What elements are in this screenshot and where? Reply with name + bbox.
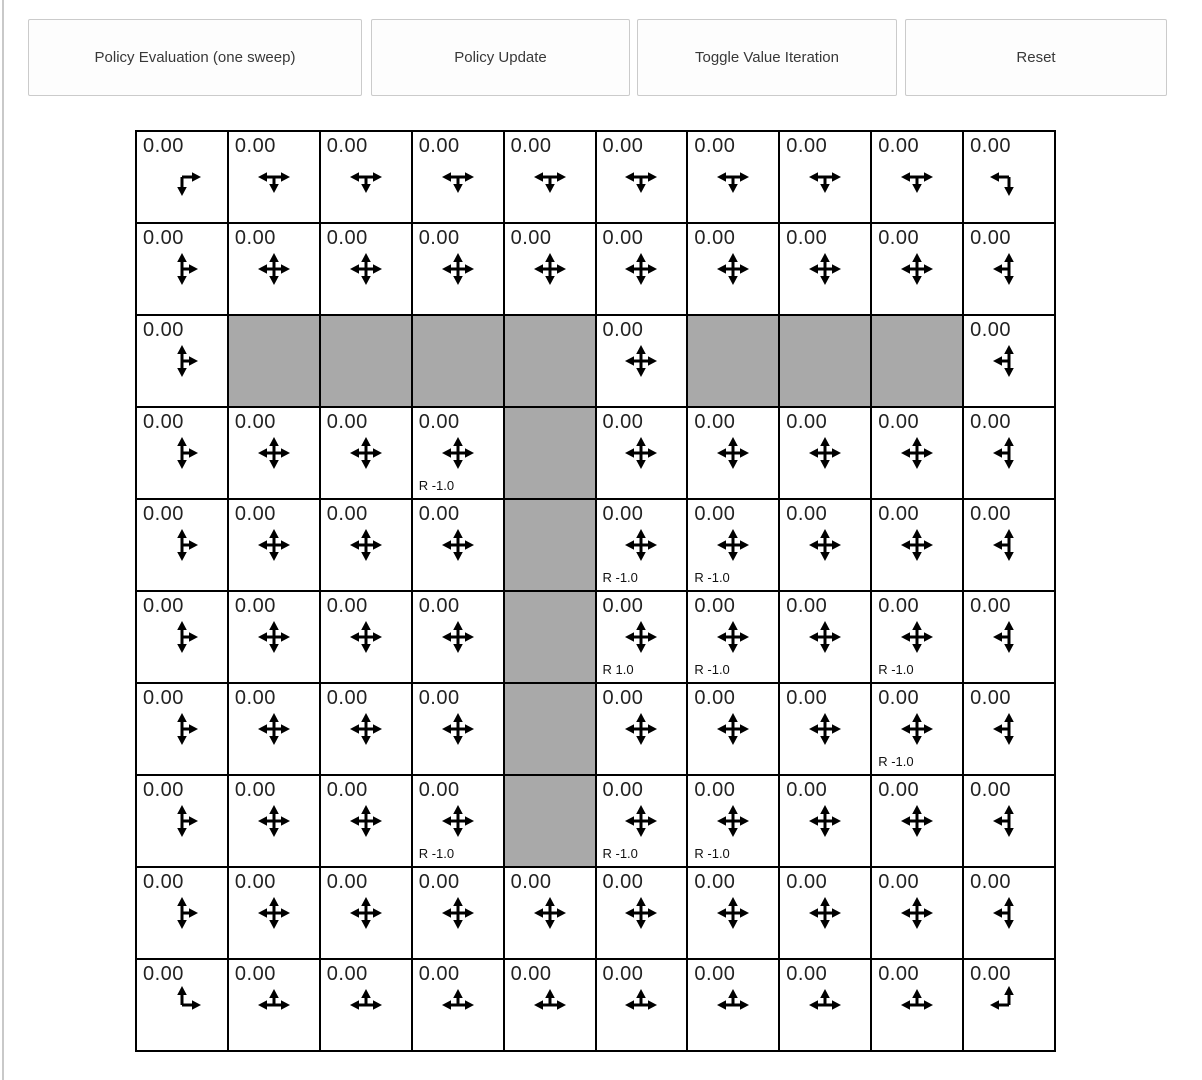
reward-label: R -1.0 bbox=[694, 846, 730, 861]
state-value: 0.00 bbox=[694, 687, 736, 709]
reward-label: R -1.0 bbox=[878, 662, 914, 677]
state-value: 0.00 bbox=[878, 227, 920, 249]
policy-arrows-lru-icon bbox=[528, 983, 572, 1027]
state-value: 0.00 bbox=[878, 779, 920, 801]
grid-cell-1-1[interactable] bbox=[228, 223, 320, 315]
grid-cell-7-2[interactable] bbox=[320, 775, 412, 867]
policy-arrows-udlr-icon bbox=[803, 431, 847, 475]
policy-arrows-udlr-icon bbox=[803, 707, 847, 751]
state-value: 0.00 bbox=[878, 135, 920, 157]
reward-label: R -1.0 bbox=[602, 846, 638, 861]
state-value: 0.00 bbox=[418, 503, 460, 525]
grid-cell-6-6[interactable] bbox=[687, 683, 779, 775]
state-value: 0.00 bbox=[970, 687, 1012, 709]
policy-arrows-ld-icon bbox=[987, 155, 1031, 199]
grid-cell-1-8[interactable] bbox=[871, 223, 963, 315]
policy-arrows-udlr-icon bbox=[895, 707, 939, 751]
policy-arrows-lrd-icon bbox=[436, 155, 480, 199]
policy-arrows-udlr-icon bbox=[344, 247, 388, 291]
state-value: 0.00 bbox=[418, 963, 460, 985]
state-value: 0.00 bbox=[786, 963, 828, 985]
policy-arrows-udlr-icon bbox=[711, 523, 755, 567]
state-value: 0.00 bbox=[970, 963, 1012, 985]
policy-arrows-udlr-icon bbox=[619, 891, 663, 935]
state-value: 0.00 bbox=[602, 779, 644, 801]
state-value: 0.00 bbox=[878, 411, 920, 433]
grid-cell-3-4-wall[interactable] bbox=[504, 407, 596, 499]
state-value: 0.00 bbox=[694, 135, 736, 157]
grid-cell-2-6-wall[interactable] bbox=[687, 315, 779, 407]
reward-label: R -1.0 bbox=[694, 570, 730, 585]
state-value: 0.00 bbox=[602, 411, 644, 433]
policy-arrows-rd-icon bbox=[160, 155, 204, 199]
state-value: 0.00 bbox=[786, 687, 828, 709]
grid-cell-9-2[interactable] bbox=[320, 959, 412, 1051]
policy-arrows-lru-icon bbox=[803, 983, 847, 1027]
grid-cell-8-5[interactable] bbox=[596, 867, 688, 959]
policy-arrows-udlr-icon bbox=[619, 339, 663, 383]
state-value: 0.00 bbox=[418, 779, 460, 801]
state-value: 0.00 bbox=[418, 135, 460, 157]
policy-arrows-lrd-icon bbox=[895, 155, 939, 199]
grid-cell-3-9[interactable] bbox=[963, 407, 1055, 499]
policy-arrows-udlr-icon bbox=[895, 431, 939, 475]
grid-cell-9-8[interactable] bbox=[871, 959, 963, 1051]
state-value: 0.00 bbox=[970, 779, 1012, 801]
grid-cell-9-5[interactable] bbox=[596, 959, 688, 1051]
policy-arrows-lru-icon bbox=[252, 983, 296, 1027]
grid-cell-2-7-wall[interactable] bbox=[779, 315, 871, 407]
reward-label: R -1.0 bbox=[878, 754, 914, 769]
grid-cell-2-1-wall[interactable] bbox=[228, 315, 320, 407]
reset-button[interactable]: Reset bbox=[905, 19, 1167, 96]
grid-cell-9-9[interactable] bbox=[963, 959, 1055, 1051]
policy-arrows-lru-icon bbox=[344, 983, 388, 1027]
state-value: 0.00 bbox=[143, 411, 184, 433]
policy-arrows-udlr-icon bbox=[803, 799, 847, 843]
state-value: 0.00 bbox=[878, 595, 920, 617]
grid-cell-5-1[interactable] bbox=[228, 591, 320, 683]
state-value: 0.00 bbox=[970, 595, 1012, 617]
grid-cell-5-9[interactable] bbox=[963, 591, 1055, 683]
grid-cell-8-0[interactable] bbox=[136, 867, 228, 959]
state-value: 0.00 bbox=[326, 135, 368, 157]
state-value: 0.00 bbox=[786, 135, 828, 157]
grid-cell-4-1[interactable] bbox=[228, 499, 320, 591]
policy-arrows-udlr-icon bbox=[252, 523, 296, 567]
policy-arrows-udlr-icon bbox=[344, 799, 388, 843]
grid-cell-9-3[interactable] bbox=[412, 959, 504, 1051]
policy-arrows-udl-icon bbox=[987, 339, 1031, 383]
grid-cell-1-0[interactable] bbox=[136, 223, 228, 315]
state-value: 0.00 bbox=[326, 503, 368, 525]
state-value: 0.00 bbox=[970, 871, 1012, 893]
policy-arrows-udlr-icon bbox=[528, 891, 572, 935]
policy-arrows-udlr-icon bbox=[436, 247, 480, 291]
policy-arrows-udl-icon bbox=[987, 615, 1031, 659]
state-value: 0.00 bbox=[970, 227, 1012, 249]
grid-cell-6-4-wall[interactable] bbox=[504, 683, 596, 775]
grid-cell-8-4[interactable] bbox=[504, 867, 596, 959]
policy-arrows-udlr-icon bbox=[252, 799, 296, 843]
state-value: 0.00 bbox=[786, 779, 828, 801]
grid-cell-4-0[interactable] bbox=[136, 499, 228, 591]
toolbar bbox=[28, 19, 1167, 96]
grid-cell-2-3-wall[interactable] bbox=[412, 315, 504, 407]
state-value: 0.00 bbox=[143, 595, 184, 617]
state-value: 0.00 bbox=[326, 687, 368, 709]
policy-arrows-udlr-icon bbox=[619, 799, 663, 843]
policy-arrows-udlr-icon bbox=[711, 431, 755, 475]
grid-cell-3-0[interactable] bbox=[136, 407, 228, 499]
grid-cell-3-6[interactable] bbox=[687, 407, 779, 499]
policy-arrows-ul-icon bbox=[987, 983, 1031, 1027]
state-value: 0.00 bbox=[326, 779, 368, 801]
state-value: 0.00 bbox=[326, 871, 368, 893]
grid-cell-3-2[interactable] bbox=[320, 407, 412, 499]
state-value: 0.00 bbox=[878, 503, 920, 525]
policy-arrows-udlr-icon bbox=[436, 707, 480, 751]
grid-cell-9-1[interactable] bbox=[228, 959, 320, 1051]
state-value: 0.00 bbox=[694, 871, 736, 893]
policy-arrows-udr-icon bbox=[160, 431, 204, 475]
grid-cell-8-3[interactable] bbox=[412, 867, 504, 959]
grid-cell-1-9[interactable] bbox=[963, 223, 1055, 315]
grid-cell-4-8[interactable] bbox=[871, 499, 963, 591]
policy-arrows-udlr-icon bbox=[619, 431, 663, 475]
policy-arrows-udlr-icon bbox=[895, 615, 939, 659]
policy-arrows-udlr-icon bbox=[436, 615, 480, 659]
grid-cell-2-0[interactable] bbox=[136, 315, 228, 407]
state-value: 0.00 bbox=[878, 963, 920, 985]
state-value: 0.00 bbox=[326, 595, 368, 617]
grid-cell-0-3[interactable] bbox=[412, 131, 504, 223]
grid-cell-7-4-wall[interactable] bbox=[504, 775, 596, 867]
grid-cell-6-3[interactable] bbox=[412, 683, 504, 775]
policy-arrows-udr-icon bbox=[160, 799, 204, 843]
grid-cell-4-9[interactable] bbox=[963, 499, 1055, 591]
grid-cell-3-3[interactable] bbox=[412, 407, 504, 499]
grid-cell-5-6[interactable] bbox=[687, 591, 779, 683]
policy-arrows-udr-icon bbox=[160, 523, 204, 567]
policy-arrows-udlr-icon bbox=[252, 891, 296, 935]
policy-arrows-udlr-icon bbox=[252, 247, 296, 291]
grid-cell-2-9[interactable] bbox=[963, 315, 1055, 407]
policy-arrows-lru-icon bbox=[711, 983, 755, 1027]
grid-cell-6-9[interactable] bbox=[963, 683, 1055, 775]
grid-cell-7-5[interactable] bbox=[596, 775, 688, 867]
state-value: 0.00 bbox=[786, 503, 828, 525]
policy-arrows-udlr-icon bbox=[895, 799, 939, 843]
grid-cell-7-1[interactable] bbox=[228, 775, 320, 867]
grid-cell-1-5[interactable] bbox=[596, 223, 688, 315]
state-value: 0.00 bbox=[234, 503, 276, 525]
grid-cell-1-7[interactable] bbox=[779, 223, 871, 315]
grid-cell-7-3[interactable] bbox=[412, 775, 504, 867]
state-value: 0.00 bbox=[143, 503, 184, 525]
grid-cell-5-4-wall[interactable] bbox=[504, 591, 596, 683]
policy-arrows-udl-icon bbox=[987, 247, 1031, 291]
state-value: 0.00 bbox=[418, 595, 460, 617]
reward-label: R -1.0 bbox=[602, 570, 638, 585]
reward-label: R 1.0 bbox=[602, 662, 634, 677]
grid-cell-8-7[interactable] bbox=[779, 867, 871, 959]
grid-cell-7-8[interactable] bbox=[871, 775, 963, 867]
state-value: 0.00 bbox=[602, 227, 644, 249]
grid-cell-1-3[interactable] bbox=[412, 223, 504, 315]
state-value: 0.00 bbox=[234, 135, 276, 157]
grid-cell-8-2[interactable] bbox=[320, 867, 412, 959]
policy-arrows-udr-icon bbox=[160, 891, 204, 935]
grid-cell-6-0[interactable] bbox=[136, 683, 228, 775]
state-value: 0.00 bbox=[510, 135, 552, 157]
policy-arrows-lrd-icon bbox=[711, 155, 755, 199]
reward-label: R -1.0 bbox=[418, 846, 455, 861]
state-value: 0.00 bbox=[970, 411, 1012, 433]
grid-cell-0-4[interactable] bbox=[504, 131, 596, 223]
grid-cell-0-9[interactable] bbox=[963, 131, 1055, 223]
grid-cell-2-4-wall[interactable] bbox=[504, 315, 596, 407]
policy-arrows-udlr-icon bbox=[619, 707, 663, 751]
policy-update-button[interactable]: Policy Update bbox=[371, 19, 630, 96]
window-left-border bbox=[2, 0, 4, 1080]
reward-label: R -1.0 bbox=[418, 478, 455, 493]
grid-cell-8-9[interactable] bbox=[963, 867, 1055, 959]
state-value: 0.00 bbox=[418, 411, 460, 433]
policy-arrows-udlr-icon bbox=[344, 615, 388, 659]
policy-arrows-udlr-icon bbox=[619, 615, 663, 659]
policy-arrows-udlr-icon bbox=[803, 615, 847, 659]
grid-cell-6-5[interactable] bbox=[596, 683, 688, 775]
grid-cell-3-7[interactable] bbox=[779, 407, 871, 499]
toggle-value-iteration-button[interactable]: Toggle Value Iteration bbox=[637, 19, 897, 96]
state-value: 0.00 bbox=[234, 227, 276, 249]
state-value: 0.00 bbox=[694, 595, 736, 617]
state-value: 0.00 bbox=[143, 963, 184, 985]
state-value: 0.00 bbox=[786, 595, 828, 617]
grid-cell-0-7[interactable] bbox=[779, 131, 871, 223]
policy-arrows-udlr-icon bbox=[711, 247, 755, 291]
policy-arrows-udlr-icon bbox=[803, 891, 847, 935]
policy-arrows-lrd-icon bbox=[619, 155, 663, 199]
policy-arrows-udlr-icon bbox=[252, 707, 296, 751]
grid-cell-7-6[interactable] bbox=[687, 775, 779, 867]
grid-cell-3-5[interactable] bbox=[596, 407, 688, 499]
policy-arrows-udr-icon bbox=[160, 615, 204, 659]
state-value: 0.00 bbox=[694, 227, 736, 249]
policy-arrows-udl-icon bbox=[987, 523, 1031, 567]
state-value: 0.00 bbox=[970, 135, 1012, 157]
policy-arrows-lrd-icon bbox=[252, 155, 296, 199]
state-value: 0.00 bbox=[326, 227, 368, 249]
grid-cell-4-4-wall[interactable] bbox=[504, 499, 596, 591]
grid-cell-5-5[interactable] bbox=[596, 591, 688, 683]
state-value: 0.00 bbox=[234, 779, 276, 801]
grid-cell-4-5[interactable] bbox=[596, 499, 688, 591]
reward-label: R -1.0 bbox=[694, 662, 730, 677]
grid-cell-8-6[interactable] bbox=[687, 867, 779, 959]
policy-arrows-udlr-icon bbox=[895, 247, 939, 291]
policy-arrows-udlr-icon bbox=[344, 523, 388, 567]
state-value: 0.00 bbox=[602, 135, 644, 157]
state-value: 0.00 bbox=[510, 963, 552, 985]
state-value: 0.00 bbox=[234, 411, 276, 433]
gridworld bbox=[135, 130, 1056, 1052]
grid-cell-8-1[interactable] bbox=[228, 867, 320, 959]
policy-arrows-udlr-icon bbox=[252, 431, 296, 475]
grid-cell-1-2[interactable] bbox=[320, 223, 412, 315]
policy-arrows-udlr-icon bbox=[895, 891, 939, 935]
policy-arrows-udlr-icon bbox=[803, 523, 847, 567]
state-value: 0.00 bbox=[878, 687, 920, 709]
state-value: 0.00 bbox=[970, 319, 1012, 341]
state-value: 0.00 bbox=[143, 871, 184, 893]
policy-arrows-udlr-icon bbox=[619, 523, 663, 567]
state-value: 0.00 bbox=[694, 963, 736, 985]
policy-arrows-lru-icon bbox=[436, 983, 480, 1027]
policy-arrows-udlr-icon bbox=[711, 799, 755, 843]
state-value: 0.00 bbox=[602, 319, 644, 341]
grid-cell-4-2[interactable] bbox=[320, 499, 412, 591]
grid-cell-6-7[interactable] bbox=[779, 683, 871, 775]
grid-cell-9-7[interactable] bbox=[779, 959, 871, 1051]
grid-cell-4-3[interactable] bbox=[412, 499, 504, 591]
grid-cell-2-2-wall[interactable] bbox=[320, 315, 412, 407]
policy-arrows-udlr-icon bbox=[895, 523, 939, 567]
state-value: 0.00 bbox=[970, 503, 1012, 525]
policy-arrows-udl-icon bbox=[987, 891, 1031, 935]
grid-cell-7-0[interactable] bbox=[136, 775, 228, 867]
grid-cell-9-4[interactable] bbox=[504, 959, 596, 1051]
grid-cell-4-6[interactable] bbox=[687, 499, 779, 591]
grid-cell-5-3[interactable] bbox=[412, 591, 504, 683]
state-value: 0.00 bbox=[143, 135, 184, 157]
policy-arrows-lru-icon bbox=[895, 983, 939, 1027]
state-value: 0.00 bbox=[602, 963, 644, 985]
state-value: 0.00 bbox=[234, 595, 276, 617]
state-value: 0.00 bbox=[418, 871, 460, 893]
policy-arrows-udr-icon bbox=[160, 247, 204, 291]
grid-cell-5-2[interactable] bbox=[320, 591, 412, 683]
state-value: 0.00 bbox=[418, 687, 460, 709]
policy-arrows-udl-icon bbox=[987, 799, 1031, 843]
grid-cell-3-1[interactable] bbox=[228, 407, 320, 499]
policy-arrows-udlr-icon bbox=[619, 247, 663, 291]
grid-cell-5-7[interactable] bbox=[779, 591, 871, 683]
grid-cell-3-8[interactable] bbox=[871, 407, 963, 499]
policy-arrows-udlr-icon bbox=[528, 247, 572, 291]
grid-cell-0-2[interactable] bbox=[320, 131, 412, 223]
state-value: 0.00 bbox=[143, 227, 184, 249]
policy-arrows-udlr-icon bbox=[344, 431, 388, 475]
policy-arrows-udlr-icon bbox=[436, 891, 480, 935]
policy-arrows-udr-icon bbox=[160, 707, 204, 751]
policy-arrows-udlr-icon bbox=[711, 615, 755, 659]
state-value: 0.00 bbox=[602, 871, 644, 893]
state-value: 0.00 bbox=[143, 319, 184, 341]
grid-cell-2-8-wall[interactable] bbox=[871, 315, 963, 407]
policy-arrows-udlr-icon bbox=[344, 707, 388, 751]
grid-cell-6-2[interactable] bbox=[320, 683, 412, 775]
state-value: 0.00 bbox=[510, 871, 552, 893]
state-value: 0.00 bbox=[234, 963, 276, 985]
state-value: 0.00 bbox=[234, 871, 276, 893]
policy-arrows-lrd-icon bbox=[344, 155, 388, 199]
policy-arrows-udlr-icon bbox=[711, 891, 755, 935]
grid-cell-1-6[interactable] bbox=[687, 223, 779, 315]
grid-cell-4-7[interactable] bbox=[779, 499, 871, 591]
policy-evaluation-button[interactable]: Policy Evaluation (one sweep) bbox=[28, 19, 362, 96]
grid-cell-1-4[interactable] bbox=[504, 223, 596, 315]
grid-cell-7-7[interactable] bbox=[779, 775, 871, 867]
grid-cell-0-0[interactable] bbox=[136, 131, 228, 223]
grid-cell-0-5[interactable] bbox=[596, 131, 688, 223]
grid-cell-9-6[interactable] bbox=[687, 959, 779, 1051]
grid-cell-6-8[interactable] bbox=[871, 683, 963, 775]
policy-arrows-lrd-icon bbox=[803, 155, 847, 199]
policy-arrows-udlr-icon bbox=[803, 247, 847, 291]
policy-arrows-udl-icon bbox=[987, 707, 1031, 751]
grid-cell-6-1[interactable] bbox=[228, 683, 320, 775]
state-value: 0.00 bbox=[418, 227, 460, 249]
grid-cell-5-0[interactable] bbox=[136, 591, 228, 683]
grid-cell-7-9[interactable] bbox=[963, 775, 1055, 867]
policy-arrows-udr-icon bbox=[160, 339, 204, 383]
state-value: 0.00 bbox=[510, 227, 552, 249]
policy-arrows-udlr-icon bbox=[436, 799, 480, 843]
state-value: 0.00 bbox=[694, 411, 736, 433]
grid-cell-2-5[interactable] bbox=[596, 315, 688, 407]
state-value: 0.00 bbox=[602, 503, 644, 525]
state-value: 0.00 bbox=[694, 503, 736, 525]
policy-arrows-lrd-icon bbox=[528, 155, 572, 199]
state-value: 0.00 bbox=[143, 687, 184, 709]
policy-arrows-udlr-icon bbox=[252, 615, 296, 659]
grid-cell-0-1[interactable] bbox=[228, 131, 320, 223]
grid-cell-5-8[interactable] bbox=[871, 591, 963, 683]
grid-cell-0-8[interactable] bbox=[871, 131, 963, 223]
state-value: 0.00 bbox=[602, 687, 644, 709]
state-value: 0.00 bbox=[786, 411, 828, 433]
policy-arrows-udl-icon bbox=[987, 431, 1031, 475]
grid-cell-0-6[interactable] bbox=[687, 131, 779, 223]
grid-cell-9-0[interactable] bbox=[136, 959, 228, 1051]
policy-arrows-udlr-icon bbox=[344, 891, 388, 935]
state-value: 0.00 bbox=[234, 687, 276, 709]
state-value: 0.00 bbox=[143, 779, 184, 801]
grid-cell-8-8[interactable] bbox=[871, 867, 963, 959]
state-value: 0.00 bbox=[694, 779, 736, 801]
state-value: 0.00 bbox=[786, 871, 828, 893]
state-value: 0.00 bbox=[326, 963, 368, 985]
policy-arrows-ur-icon bbox=[160, 983, 204, 1027]
state-value: 0.00 bbox=[326, 411, 368, 433]
policy-arrows-udlr-icon bbox=[436, 523, 480, 567]
policy-arrows-udlr-icon bbox=[711, 707, 755, 751]
policy-arrows-lru-icon bbox=[619, 983, 663, 1027]
policy-arrows-udlr-icon bbox=[436, 431, 480, 475]
state-value: 0.00 bbox=[878, 871, 920, 893]
state-value: 0.00 bbox=[602, 595, 644, 617]
state-value: 0.00 bbox=[786, 227, 828, 249]
